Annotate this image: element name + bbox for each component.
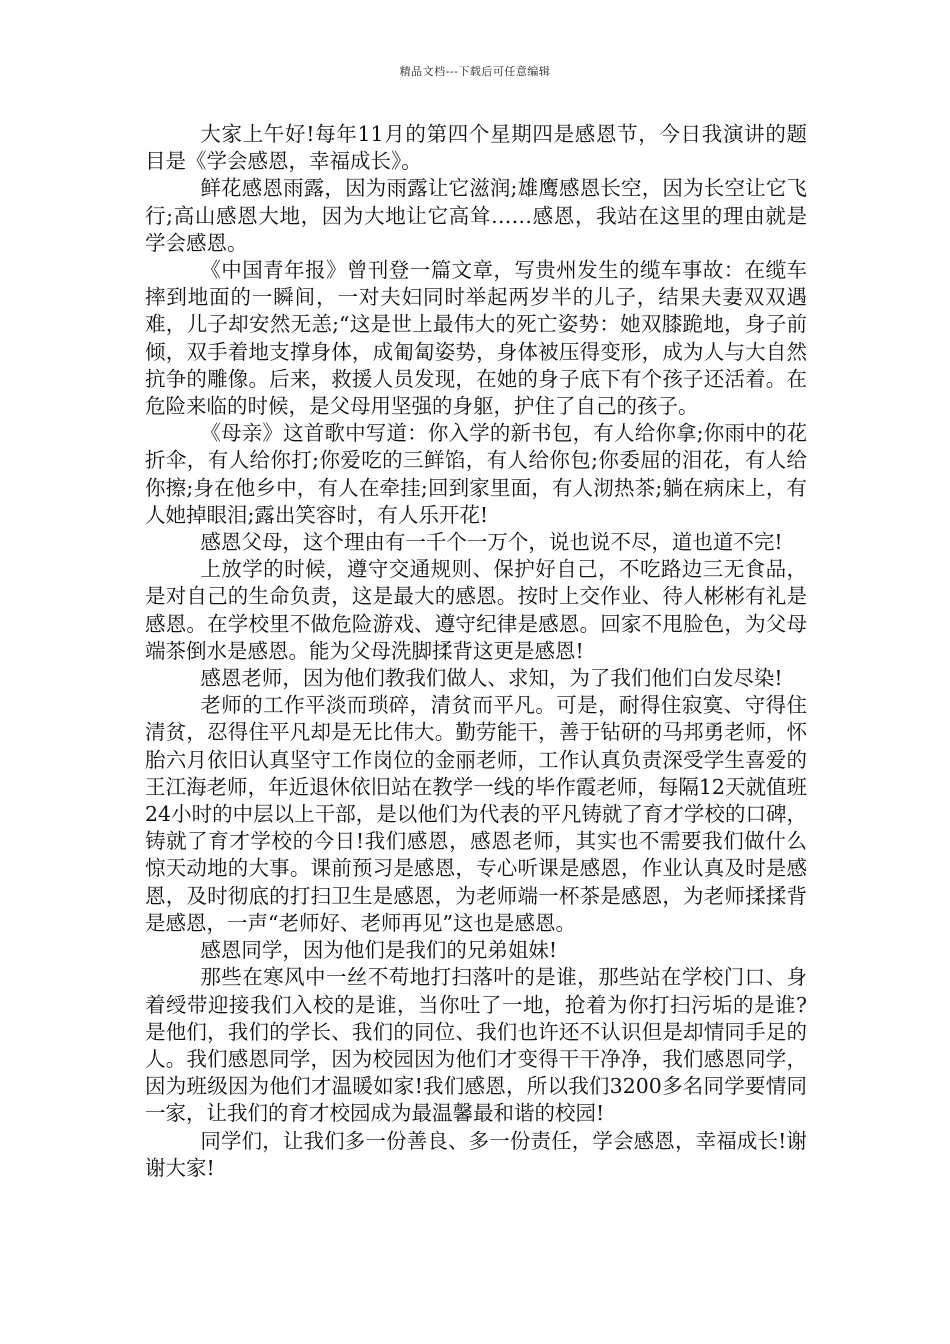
paragraph-thank-parents: 感恩父母，这个理由有一千个一万个，说也说不尽，道也道不完! bbox=[200, 530, 783, 555]
paragraph-thank-classmates: 感恩同学，因为他们是我们的兄弟姐妹! bbox=[200, 938, 558, 963]
paragraph-nature-gratitude: 鲜花感恩雨露，因为雨露让它滋润;雄鹰感恩长空，因为长空让它飞行;高山感恩大地，因为大地让它高耸……感恩，我站在这里的理由就是学会感恩。 bbox=[145, 176, 807, 255]
paragraph-classmates-story: 那些在寒风中一丝不苟地打扫落叶的是谁，那些站在学校门口、身着绶带迎接我们入校的是谁，当你吐了一地，抢着为你打扫污垢的是谁?是他们，我们的学长、我们的同位、我们也许还不认识但是却情同手足的人。我们感恩同学，因为校园因为他们才变得干干净净，我们感恩同学，因为班级因为他们才温暖如家!我们感恩，所以我们3200多名同学要情同一家，让我们的育才校园成为最温馨最和谐的校园! bbox=[145, 965, 807, 1126]
document-body bbox=[145, 121, 807, 1182]
paragraph-daily-gratitude: 上放学的时候，遵守交通规则、保护好自己，不吃路边三无食品，是对自己的生命负责，这是最大的感恩。按时上交作业、待人彬彬有礼是感恩。在学校里不做危险游戏、遵守纪律是感恩。回家不甩脸色，为父母端茶倒水是感恩。能为父母洗脚揉背这更是感恩! bbox=[145, 557, 807, 663]
paragraph-news-story: 《中国青年报》曾刊登一篇文章，写贵州发生的缆车事故：在缆车摔到地面的一瞬间，一对夫妇同时举起两岁半的儿子，结果夫妻双双遇难，儿子却安然无恙;“这是世上最伟大的死亡姿势：她双膝跪地，身子前倾，双手着地支撑身体，成匍匐姿势，身体被压得变形，成为人与大自然抗争的雕像。后来，救援人员发现，在她的身子底下有个孩子还活着。在危险来临的时候，是父母用坚强的身躯，护住了自己的孩子。 bbox=[145, 258, 807, 419]
paragraph-greeting: 大家上午好!每年11月的第四个星期四是感恩节，今日我演讲的题目是《学会感恩，幸福成长》。 bbox=[145, 122, 807, 174]
paragraph-teachers-work: 老师的工作平淡而琐碎，清贫而平凡。可是，耐得住寂寞、守得住清贫，忍得住平凡却是无比伟大。勤劳能干，善于钻研的马邦勇老师，怀胎六月依旧认真坚守工作岗位的金丽老师，工作认真负责深受学生喜爱的王江海老师，年近退休依旧站在教学一线的毕作霞老师，每隔12天就值班24小时的中层以上干部，是以他们为代表的平凡铸就了育才学校的口碑，铸就了育才学校的今日!我们感恩，感恩老师，其实也不需要我们做什么惊天动地的大事。课前预习是感恩，专心听课是感恩，作业认真及时是感恩，及时彻底的打扫卫生是感恩，为老师端一杯茶是感恩，为老师揉揉背是感恩，一声“老师好、老师再见”这也是感恩。 bbox=[145, 693, 807, 935]
paragraph-mother-song: 《母亲》这首歌中写道：你入学的新书包，有人给你拿;你雨中的花折伞，有人给你打;你爱吃的三鲜馅，有人给你包;你委屈的泪花，有人给你擦;身在他乡中，有人在牵挂;回到家里面，有人沏热茶;躺在病床上，有人她掉眼泪;露出笑容时，有人乐开花! bbox=[145, 421, 807, 527]
paragraph-closing: 同学们，让我们多一份善良、多一份责任，学会感恩，幸福成长!谢谢大家! bbox=[145, 1128, 807, 1180]
paragraph-thank-teachers: 感恩老师，因为他们教我们做人、求知，为了我们他们白发尽染! bbox=[200, 666, 783, 691]
page-header: 精品文档---下载后可任意编辑 bbox=[399, 65, 551, 78]
